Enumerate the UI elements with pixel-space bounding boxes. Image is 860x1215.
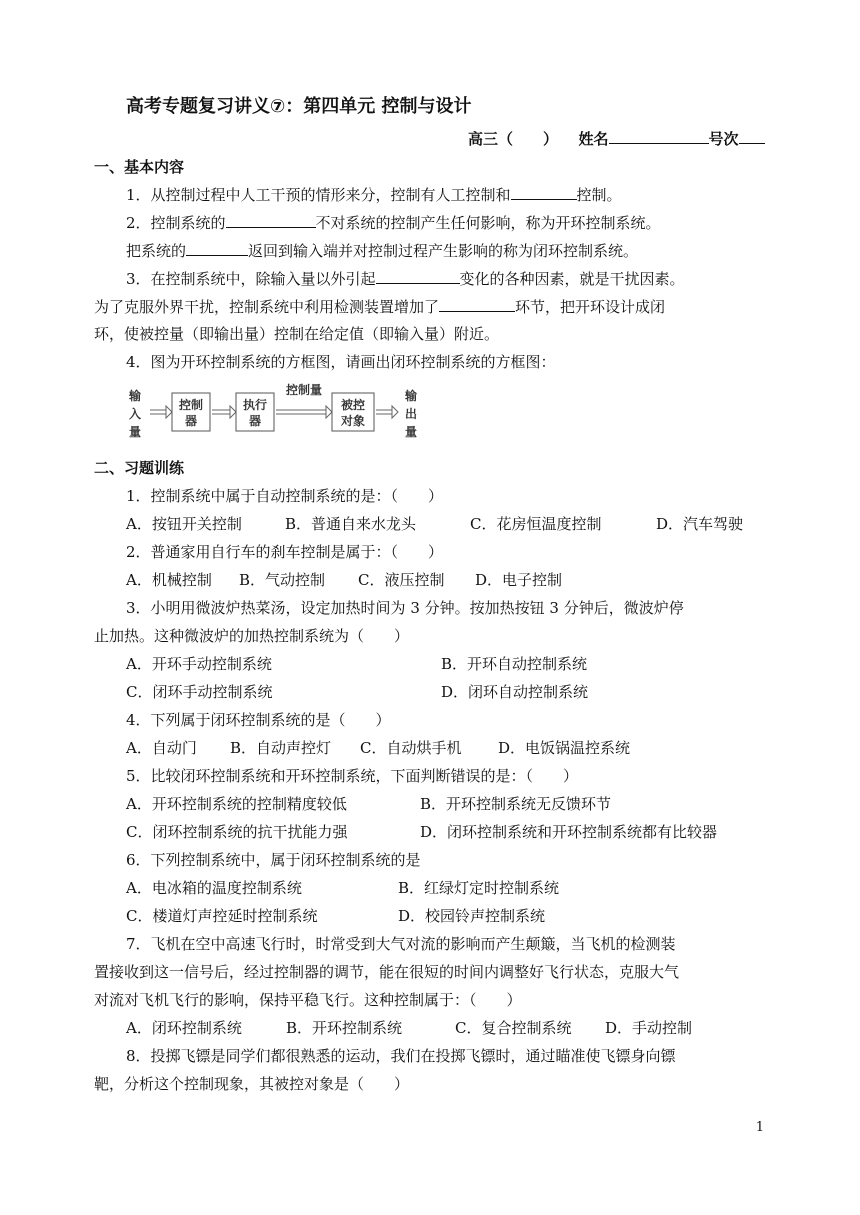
answer-blank[interactable] (439, 296, 515, 312)
question-5: 5．比较闭环控制系统和开环控制系统，下面判断错误的是：（ ） (126, 767, 579, 785)
answer-blank[interactable] (226, 212, 316, 228)
arrow-controller-actuator (212, 406, 236, 418)
q6-option-b[interactable]: B．红绿灯定时控制系统 (398, 879, 560, 897)
basic-item-2b (126, 240, 638, 261)
document-title: 高考专题复习讲义⑦：第四单元 控制与设计 (126, 96, 472, 117)
name-blank[interactable] (609, 128, 709, 144)
q6-option-d[interactable]: D．校园铃声控制系统 (398, 907, 546, 925)
q7-option-c[interactable]: C．复合控制系统 (455, 1019, 572, 1037)
q1-option-c[interactable]: C．花房恒温度控制 (470, 515, 602, 533)
q4-option-a[interactable]: A．自动门 (126, 739, 197, 757)
text: 返回到输入端并对控制过程产生影响的称为闭环控制系统。 (248, 242, 639, 260)
q5-option-a[interactable]: A．开环控制系统的控制精度较低 (126, 795, 347, 813)
answer-blank[interactable] (511, 184, 577, 200)
q4-option-c[interactable]: C．自动烘手机 (360, 739, 462, 757)
grade-label: 高三（ ） (468, 130, 559, 148)
q7-option-b[interactable]: B．开环控制系统 (286, 1019, 403, 1037)
plant-label-1: 被控 (340, 398, 366, 412)
q2-option-d[interactable]: D．电子控制 (475, 571, 563, 589)
input-label-1: 输 (128, 389, 142, 403)
q2-option-c[interactable]: C．液压控制 (358, 571, 445, 589)
question-3-cont: 止加热。这种微波炉的加热控制系统为（ ） (94, 627, 410, 645)
number-blank[interactable] (739, 128, 765, 144)
answer-blank[interactable] (186, 240, 248, 256)
text: 为了克服外界干扰，控制系统中利用检测装置增加了 (94, 298, 440, 316)
question-7-cont-1: 置接收到这一信号后，经过控制器的调节，能在很短的时间内调整好飞行状态，克服大气 (94, 963, 680, 981)
question-4: 4．下列属于闭环控制系统的是（ ） (126, 711, 391, 729)
plant-label-2: 对象 (340, 414, 366, 428)
open-loop-block-diagram (126, 383, 426, 445)
basic-item-4: 4．图为开环控制系统的方框图，请画出闭环控制系统的方框图： (126, 353, 556, 371)
q7-option-a[interactable]: A．闭环控制系统 (126, 1019, 242, 1037)
text: 2．控制系统的 (126, 214, 226, 232)
basic-item-3 (126, 268, 685, 289)
section-heading-basic: 一、基本内容 (94, 158, 185, 176)
question-3: 3．小明用微波炉热菜汤，设定加热时间为 3 分钟。按加热按钮 3 分钟后，微波炉停 (126, 599, 684, 617)
q5-option-d[interactable]: D．闭环控制系统和开环控制系统都有比较器 (420, 823, 718, 841)
arrow-actuator-plant (276, 406, 332, 418)
q3-option-d[interactable]: D．闭环自动控制系统 (441, 683, 589, 701)
q2-option-b[interactable]: B．气动控制 (239, 571, 326, 589)
text: 控制。 (576, 186, 622, 204)
q4-option-d[interactable]: D．电饭锅温控系统 (498, 739, 631, 757)
answer-blank[interactable] (376, 268, 460, 284)
arrow-input-controller (150, 406, 172, 418)
question-8: 8．投掷飞镖是同学们都很熟悉的运动，我们在投掷飞镖时，通过瞄准使飞镖身向镖 (126, 1047, 676, 1065)
q4-option-b[interactable]: B．自动声控灯 (230, 739, 332, 757)
q3-option-b[interactable]: B．开环自动控制系统 (441, 655, 588, 673)
text: 变化的各种因素，就是干扰因素。 (459, 270, 685, 288)
basic-item-2 (126, 212, 661, 233)
q3-option-a[interactable]: A．开环手动控制系统 (126, 655, 272, 673)
q6-option-a[interactable]: A．电冰箱的温度控制系统 (126, 879, 302, 897)
q2-option-a[interactable]: A．机械控制 (126, 571, 212, 589)
basic-item-3c: 环，使被控量（即输出量）控制在给定值（即输入量）附近。 (94, 325, 500, 343)
control-quantity-label: 控制量 (285, 383, 323, 397)
q1-option-d[interactable]: D．汽车驾驶 (656, 515, 744, 533)
text: 环节，把开环设计成闭 (515, 298, 666, 316)
number-label: 号次 (708, 130, 739, 148)
name-label: 姓名 (578, 130, 609, 148)
q3-option-c[interactable]: C．闭环手动控制系统 (126, 683, 273, 701)
question-7: 7．飞机在空中高速飞行时，时常受到大气对流的影响而产生颠簸，当飞机的检测装 (126, 935, 676, 953)
student-info-line (468, 128, 765, 149)
section-heading-exercises: 二、习题训练 (94, 459, 185, 477)
page-number: 1 (755, 1120, 764, 1135)
question-7-cont-2: 对流对飞机飞行的影响，保持平稳飞行。这种控制属于：（ ） (94, 991, 522, 1009)
q7-option-d[interactable]: D．手动控制 (605, 1019, 693, 1037)
q1-option-b[interactable]: B．普通自来水龙头 (285, 515, 417, 533)
basic-item-1 (126, 184, 622, 205)
question-8-cont: 靶，分析这个控制现象，其被控对象是（ ） (94, 1075, 410, 1093)
text: 3．在控制系统中，除输入量以外引起 (126, 270, 376, 288)
q5-option-b[interactable]: B．开环控制系统无反馈环节 (420, 795, 612, 813)
question-6: 6．下列控制系统中，属于闭环控制系统的是 (126, 851, 421, 869)
input-label-2: 入 (128, 407, 142, 421)
question-1: 1．控制系统中属于自动控制系统的是：（ ） (126, 487, 444, 505)
input-label-3: 量 (128, 425, 142, 439)
basic-item-3b (94, 296, 665, 317)
output-label-1: 输 (404, 389, 418, 403)
actuator-label-2: 器 (248, 414, 262, 428)
controller-label-1: 控制 (178, 398, 204, 412)
output-label-2: 出 (404, 407, 418, 421)
q1-option-a[interactable]: A．按钮开关控制 (126, 515, 242, 533)
arrow-plant-output (376, 406, 398, 418)
question-2: 2．普通家用自行车的刹车控制是属于：（ ） (126, 543, 444, 561)
text: 不对系统的控制产生任何影响，称为开环控制系统。 (315, 214, 661, 232)
actuator-label-1: 执行 (242, 398, 268, 412)
controller-label-2: 器 (184, 414, 198, 428)
q5-option-c[interactable]: C．闭环控制系统的抗干扰能力强 (126, 823, 348, 841)
output-label-3: 量 (404, 425, 418, 439)
q6-option-c[interactable]: C．楼道灯声控延时控制系统 (126, 907, 318, 925)
text: 把系统的 (126, 242, 187, 260)
text: 1．从控制过程中人工干预的情形来分，控制有人工控制和 (126, 186, 511, 204)
